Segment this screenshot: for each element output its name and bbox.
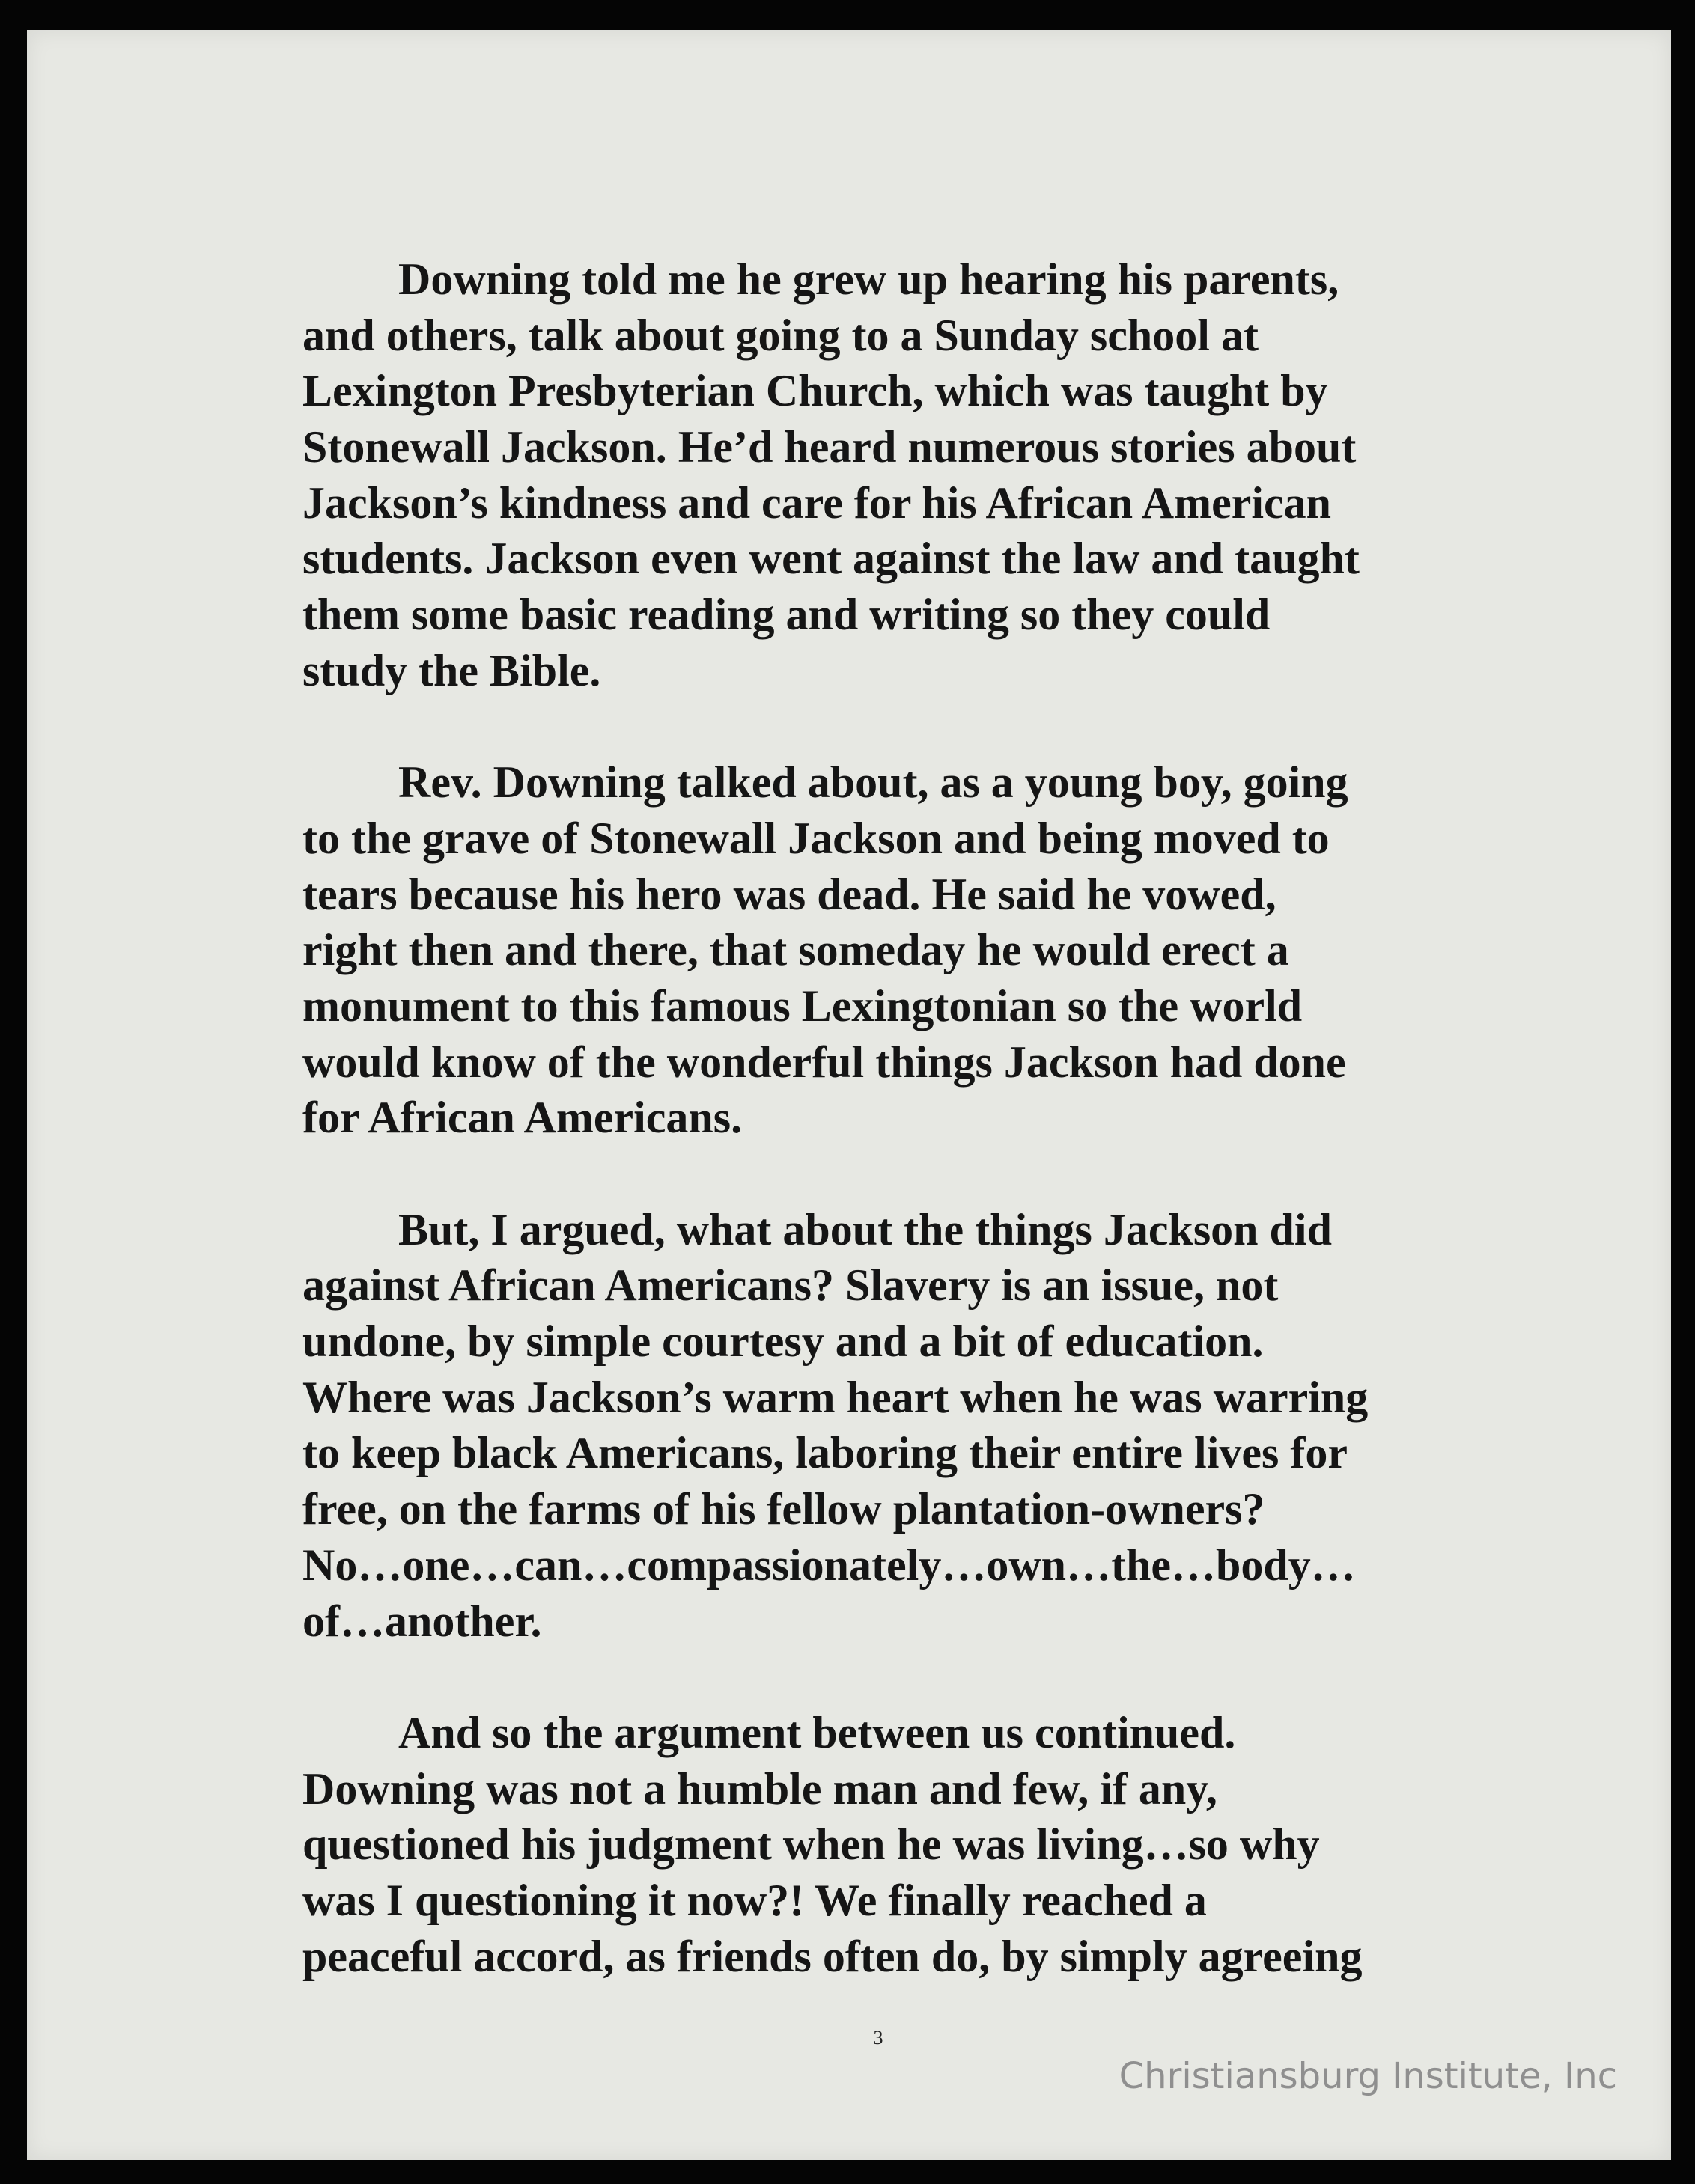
paragraph-3 <box>302 1202 1470 1650</box>
watermark-text: Christiansburg Institute, Inc <box>1119 2055 1617 2097</box>
text-line: against African Americans? Slavery is an issue, not <box>302 1260 1279 1311</box>
text-line: them some basic reading and writing so they could <box>302 590 1271 640</box>
document-body <box>302 251 1470 2040</box>
paper-sheet <box>27 30 1671 2160</box>
text-line: Downing told me he grew up hearing his parents, <box>398 254 1339 304</box>
text-line: would know of the wonderful things Jackson had done <box>302 1037 1346 1087</box>
paragraph-1 <box>302 251 1470 699</box>
text-line: monument to this famous Lexingtonian so the world <box>302 980 1303 1031</box>
text-line: Rev. Downing talked about, as a young boy, going <box>398 757 1348 808</box>
paragraph-4 <box>302 1705 1470 1984</box>
text-line: to the grave of Stonewall Jackson and being moved to <box>302 813 1330 863</box>
text-line: Downing was not a humble man and few, if any, <box>302 1763 1217 1814</box>
page-number: 3 <box>873 2027 883 2049</box>
text-line: Stonewall Jackson. He’d heard numerous stories about <box>302 422 1357 472</box>
text-line: peaceful accord, as friends often do, by simply agreeing <box>302 1931 1363 1981</box>
text-line: Lexington Presbyterian Church, which was taught by <box>302 366 1328 416</box>
text-line: No…one…can…compassionately…own…the…body… <box>302 1540 1356 1590</box>
text-line: free, on the farms of his fellow plantation-owners? <box>302 1484 1265 1534</box>
text-line: study the Bible. <box>302 645 601 695</box>
text-line: of…another. <box>302 1596 542 1646</box>
text-line: Where was Jackson’s warm heart when he was warring <box>302 1372 1369 1422</box>
text-line: Jackson’s kindness and care for his African American <box>302 478 1331 528</box>
text-line: right then and there, that someday he would erect a <box>302 925 1289 975</box>
text-line: tears because his hero was dead. He said he vowed, <box>302 869 1276 919</box>
text-line: was I questioning it now?! We finally reached a <box>302 1875 1207 1925</box>
text-line: to keep black Americans, laboring their entire lives for <box>302 1428 1348 1478</box>
text-line: and others, talk about going to a Sunday school at <box>302 310 1259 360</box>
text-line: for African Americans. <box>302 1093 743 1143</box>
text-line: And so the argument between us continued. <box>398 1707 1236 1757</box>
text-line: undone, by simple courtesy and a bit of education. <box>302 1317 1264 1367</box>
text-line: students. Jackson even went against the law and taught <box>302 534 1360 584</box>
paragraph-2 <box>302 754 1470 1146</box>
text-line: But, I argued, what about the things Jackson did <box>398 1204 1332 1254</box>
text-line: questioned his judgment when he was living…so why <box>302 1820 1320 1870</box>
